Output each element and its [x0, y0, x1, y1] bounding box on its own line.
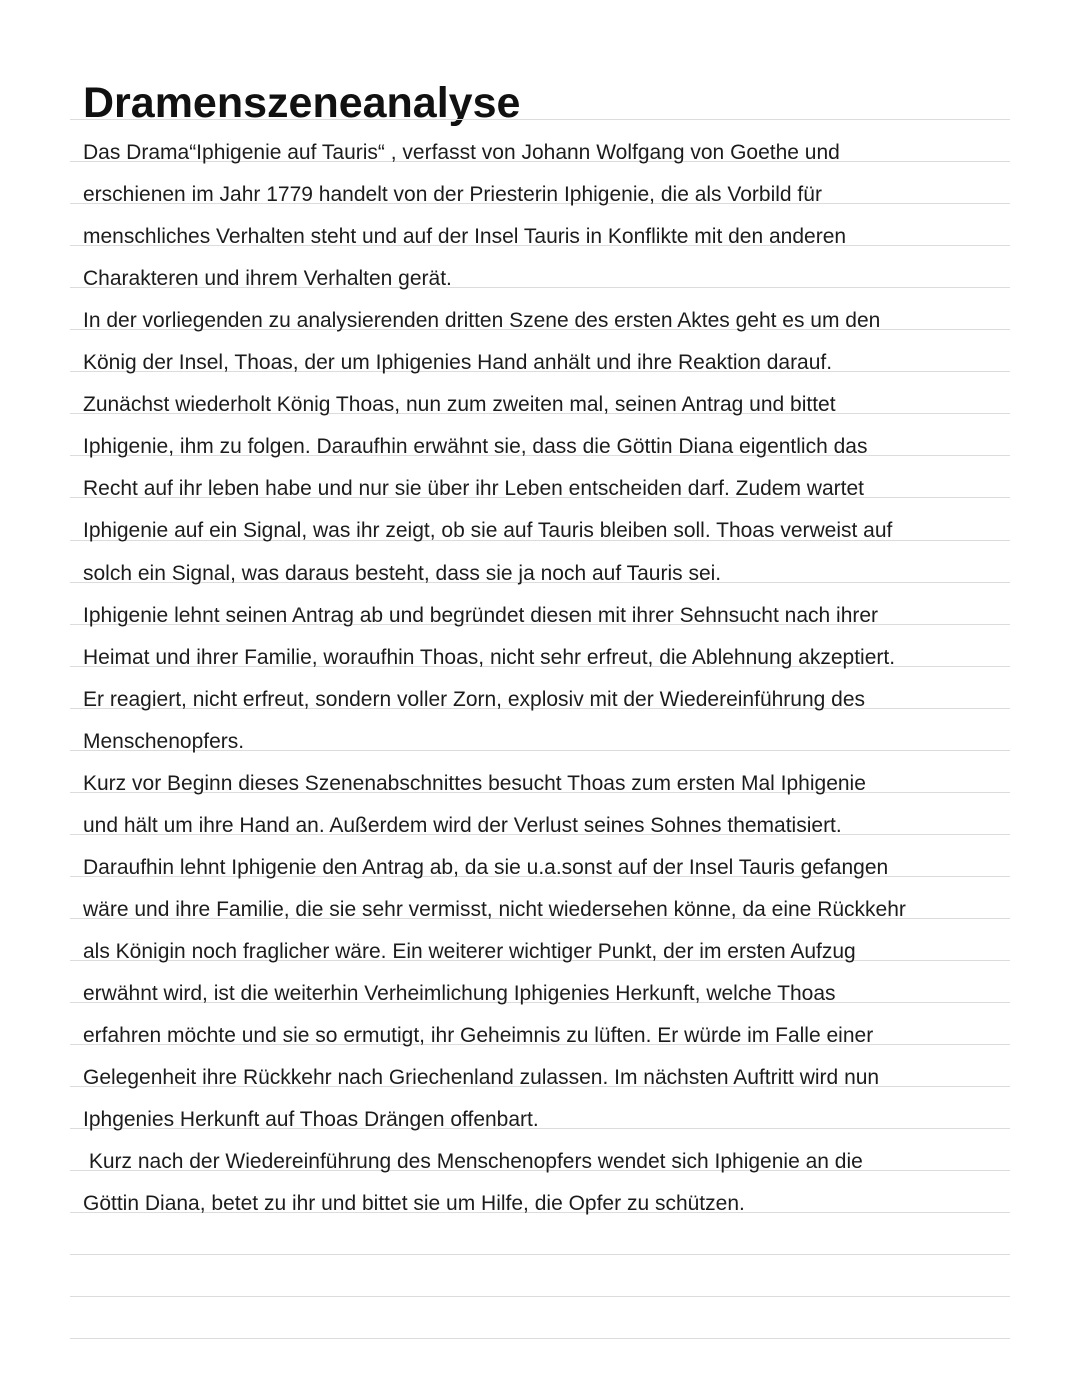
text-line: als Königin noch fraglicher wäre. Ein weiterer wichtiger Punkt, der im ersten Aufzug [83, 940, 856, 963]
text-line: Heimat und ihrer Familie, woraufhin Thoas, nicht sehr erfreut, die Ablehnung akzeptiert. [83, 646, 896, 669]
text-line: solch ein Signal, was daraus besteht, dass sie ja noch auf Tauris sei. [83, 562, 722, 585]
text-line: Recht auf ihr leben habe und nur sie über ihr Leben entscheiden darf. Zudem wartet [83, 477, 864, 500]
text-line: erschienen im Jahr 1779 handelt von der Priesterin Iphigenie, die als Vorbild für [83, 183, 822, 206]
text-line: Gelegenheit ihre Rückkehr nach Griechenland zulassen. Im nächsten Auftritt wird nun [83, 1066, 880, 1089]
text-line: Daraufhin lehnt Iphigenie den Antrag ab, da sie u.a.sonst auf der Insel Tauris gefangen [83, 856, 889, 879]
text-line: Charakteren und ihrem Verhalten gerät. [83, 267, 452, 290]
text-line: In der vorliegenden zu analysierenden dritten Szene des ersten Aktes geht es um den [83, 309, 881, 332]
text-line: Iphigenie auf ein Signal, was ihr zeigt, ob sie auf Tauris bleiben soll. Thoas verweist auf [83, 519, 893, 542]
ruled-line [70, 119, 1010, 120]
ruled-line [70, 1338, 1010, 1339]
text-line: Er reagiert, nicht erfreut, sondern voller Zorn, explosiv mit der Wiedereinführung des [83, 688, 866, 711]
text-line: Kurz vor Beginn dieses Szenenabschnittes besucht Thoas zum ersten Mal Iphigenie [83, 772, 866, 795]
text-line: Zunächst wiederholt König Thoas, nun zum zweiten mal, seinen Antrag und bittet [83, 393, 836, 416]
text-line: Das Drama“Iphigenie auf Tauris“ , verfasst von Johann Wolfgang von Goethe und [83, 141, 840, 164]
text-line: Iphigenie lehnt seinen Antrag ab und begründet diesen mit ihrer Sehnsucht nach ihrer [83, 604, 879, 627]
text-line: menschliches Verhalten steht und auf der Insel Tauris in Konflikte mit den anderen [83, 225, 847, 248]
text-line: erfahren möchte und sie so ermutigt, ihr Geheimnis zu lüften. Er würde im Falle einer [83, 1024, 874, 1047]
page-title: Dramenszeneanalyse [83, 79, 521, 127]
text-line: Menschenopfers. [83, 730, 245, 753]
text-line: Iphgenies Herkunft auf Thoas Drängen offenbart. [83, 1108, 539, 1131]
text-line: König der Insel, Thoas, der um Iphigenies Hand anhält und ihre Reaktion darauf. [83, 351, 833, 374]
text-line: Iphigenie, ihm zu folgen. Daraufhin erwähnt sie, dass die Göttin Diana eigentlich das [83, 435, 868, 458]
text-line: wäre und ihre Familie, die sie sehr vermisst, nicht wiedersehen könne, da eine Rückkehr [83, 898, 906, 921]
text-line: Göttin Diana, betet zu ihr und bittet sie um Hilfe, die Opfer zu schützen. [83, 1192, 745, 1215]
ruled-line [70, 1296, 1010, 1297]
text-line: Kurz nach der Wiedereinführung des Menschenopfers wendet sich Iphigenie an die [83, 1150, 863, 1173]
text-line: erwähnt wird, ist die weiterhin Verheimlichung Iphigenies Herkunft, welche Thoas [83, 982, 836, 1005]
text-line: und hält um ihre Hand an. Außerdem wird der Verlust seines Sohnes thematisiert. [83, 814, 842, 837]
ruled-line [70, 1254, 1010, 1255]
